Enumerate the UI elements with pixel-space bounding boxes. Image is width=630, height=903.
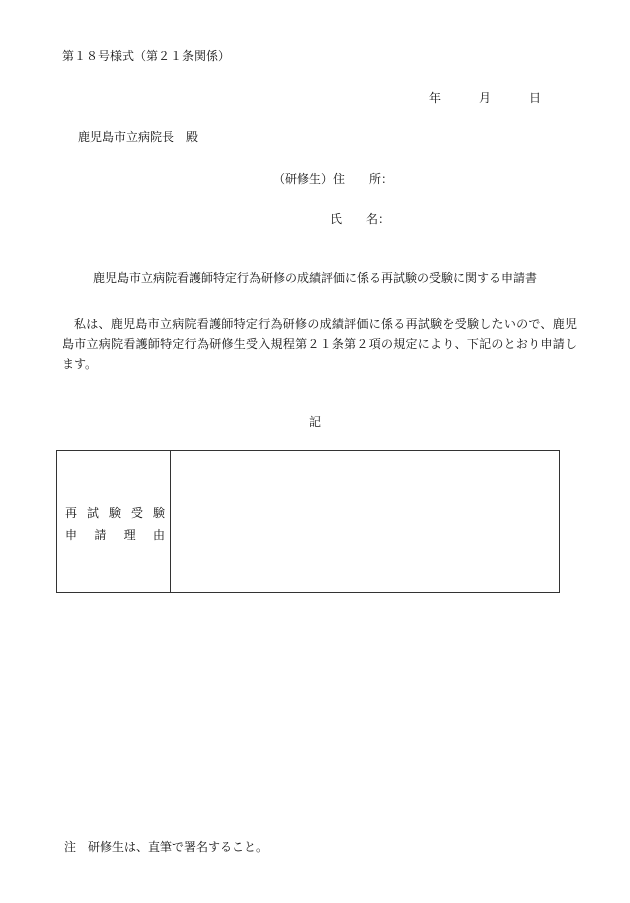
reason-label-line1: 再試験受験 xyxy=(65,506,165,520)
signature-note: 注 研修生は、直筆で署名すること。 xyxy=(64,840,269,854)
year-label: 年 xyxy=(429,91,442,105)
date-line xyxy=(423,92,541,104)
reason-label-line2: 申請理由 xyxy=(65,528,165,542)
reason-table xyxy=(56,450,560,593)
day-label: 日 xyxy=(529,91,542,105)
body-paragraph: 私は、鹿児島市立病院看護師特定行為研修の成績評価に係る再試験を受験したいので、鹿児島市立病院看護師特定行為研修生受入規程第２１条第２項の規定により、下記のとおり申請します。 xyxy=(62,317,577,371)
ki-label: 記 xyxy=(309,415,322,429)
month-label: 月 xyxy=(479,91,492,105)
reason-label-cell xyxy=(57,451,171,592)
reason-value-cell[interactable] xyxy=(171,451,559,592)
addressee: 鹿児島市立病院長 殿 xyxy=(78,130,199,144)
form-number: 第１８号様式（第２１条関係） xyxy=(62,49,231,63)
applicant-address-label: （研修生）住 所： xyxy=(273,172,394,186)
applicant-name-label: 氏 名： xyxy=(330,212,391,226)
document-title: 鹿児島市立病院看護師特定行為研修の成績評価に係る再試験の受験に関する申請書 xyxy=(93,271,538,285)
